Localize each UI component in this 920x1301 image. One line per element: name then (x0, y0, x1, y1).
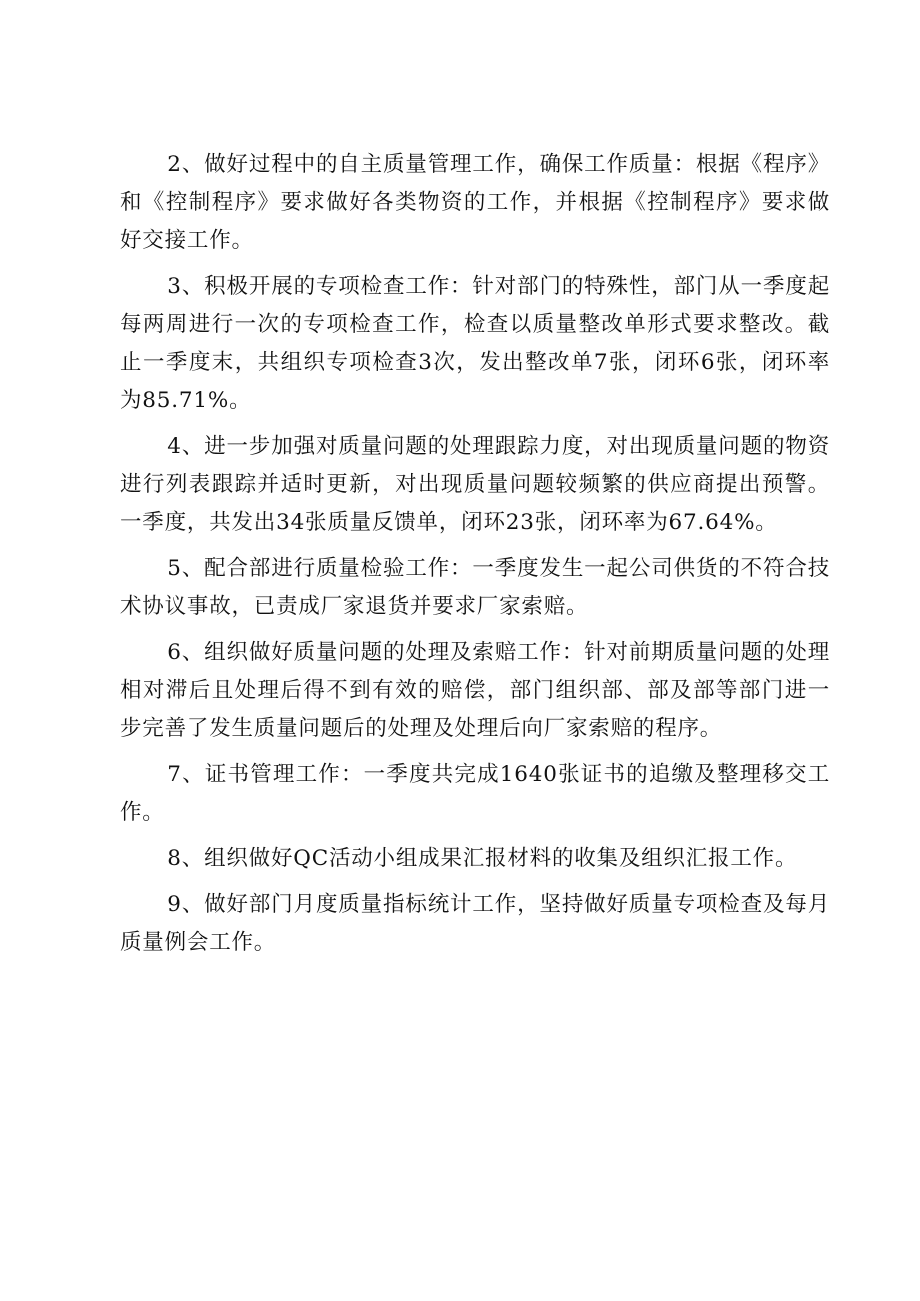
paragraph-item-7: 7、证书管理工作：一季度共完成1640张证书的追缴及整理移交工作。 (120, 762, 830, 825)
paragraph-item-8: 8、组织做好QC活动小组成果汇报材料的收集及组织汇报工作。 (167, 846, 798, 871)
paragraph-item-6: 6、组织做好质量问题的处理及索赔工作：针对前期质量问题的处理相对滞后且处理后得不到有效的赔偿，部门组织部、部及部等部门进一步完善了发生质量问题后的处理及处理后向厂家索赔的程序。 (120, 640, 830, 741)
paragraph-item-2: 2、做好过程中的自主质量管理工作，确保工作质量：根据《程序》和《控制程序》要求做好各类物资的工作，并根据《控制程序》要求做好交接工作。 (120, 152, 830, 253)
paragraph-item-3: 3、积极开展的专项检查工作：针对部门的特殊性，部门从一季度起每两周进行一次的专项检查工作，检查以质量整改单形式要求整改。截止一季度末，共组织专项检查3次，发出整改单7张，闭环6张，闭环率为85.71%。 (120, 274, 830, 413)
paragraph-item-9: 9、做好部门月度质量指标统计工作，坚持做好质量专项检查及每月质量例会工作。 (120, 892, 830, 955)
paragraph-item-4: 4、进一步加强对质量问题的处理跟踪力度，对出现质量问题的物资进行列表跟踪并适时更新，对出现质量问题较频繁的供应商提出预警。一季度，共发出34张质量反馈单，闭环23张，闭环率为67.64%。 (120, 434, 830, 535)
document-body (120, 146, 830, 962)
paragraph-item-5: 5、配合部进行质量检验工作：一季度发生一起公司供货的不符合技术协议事故，已责成厂家退货并要求厂家索赔。 (120, 556, 830, 619)
